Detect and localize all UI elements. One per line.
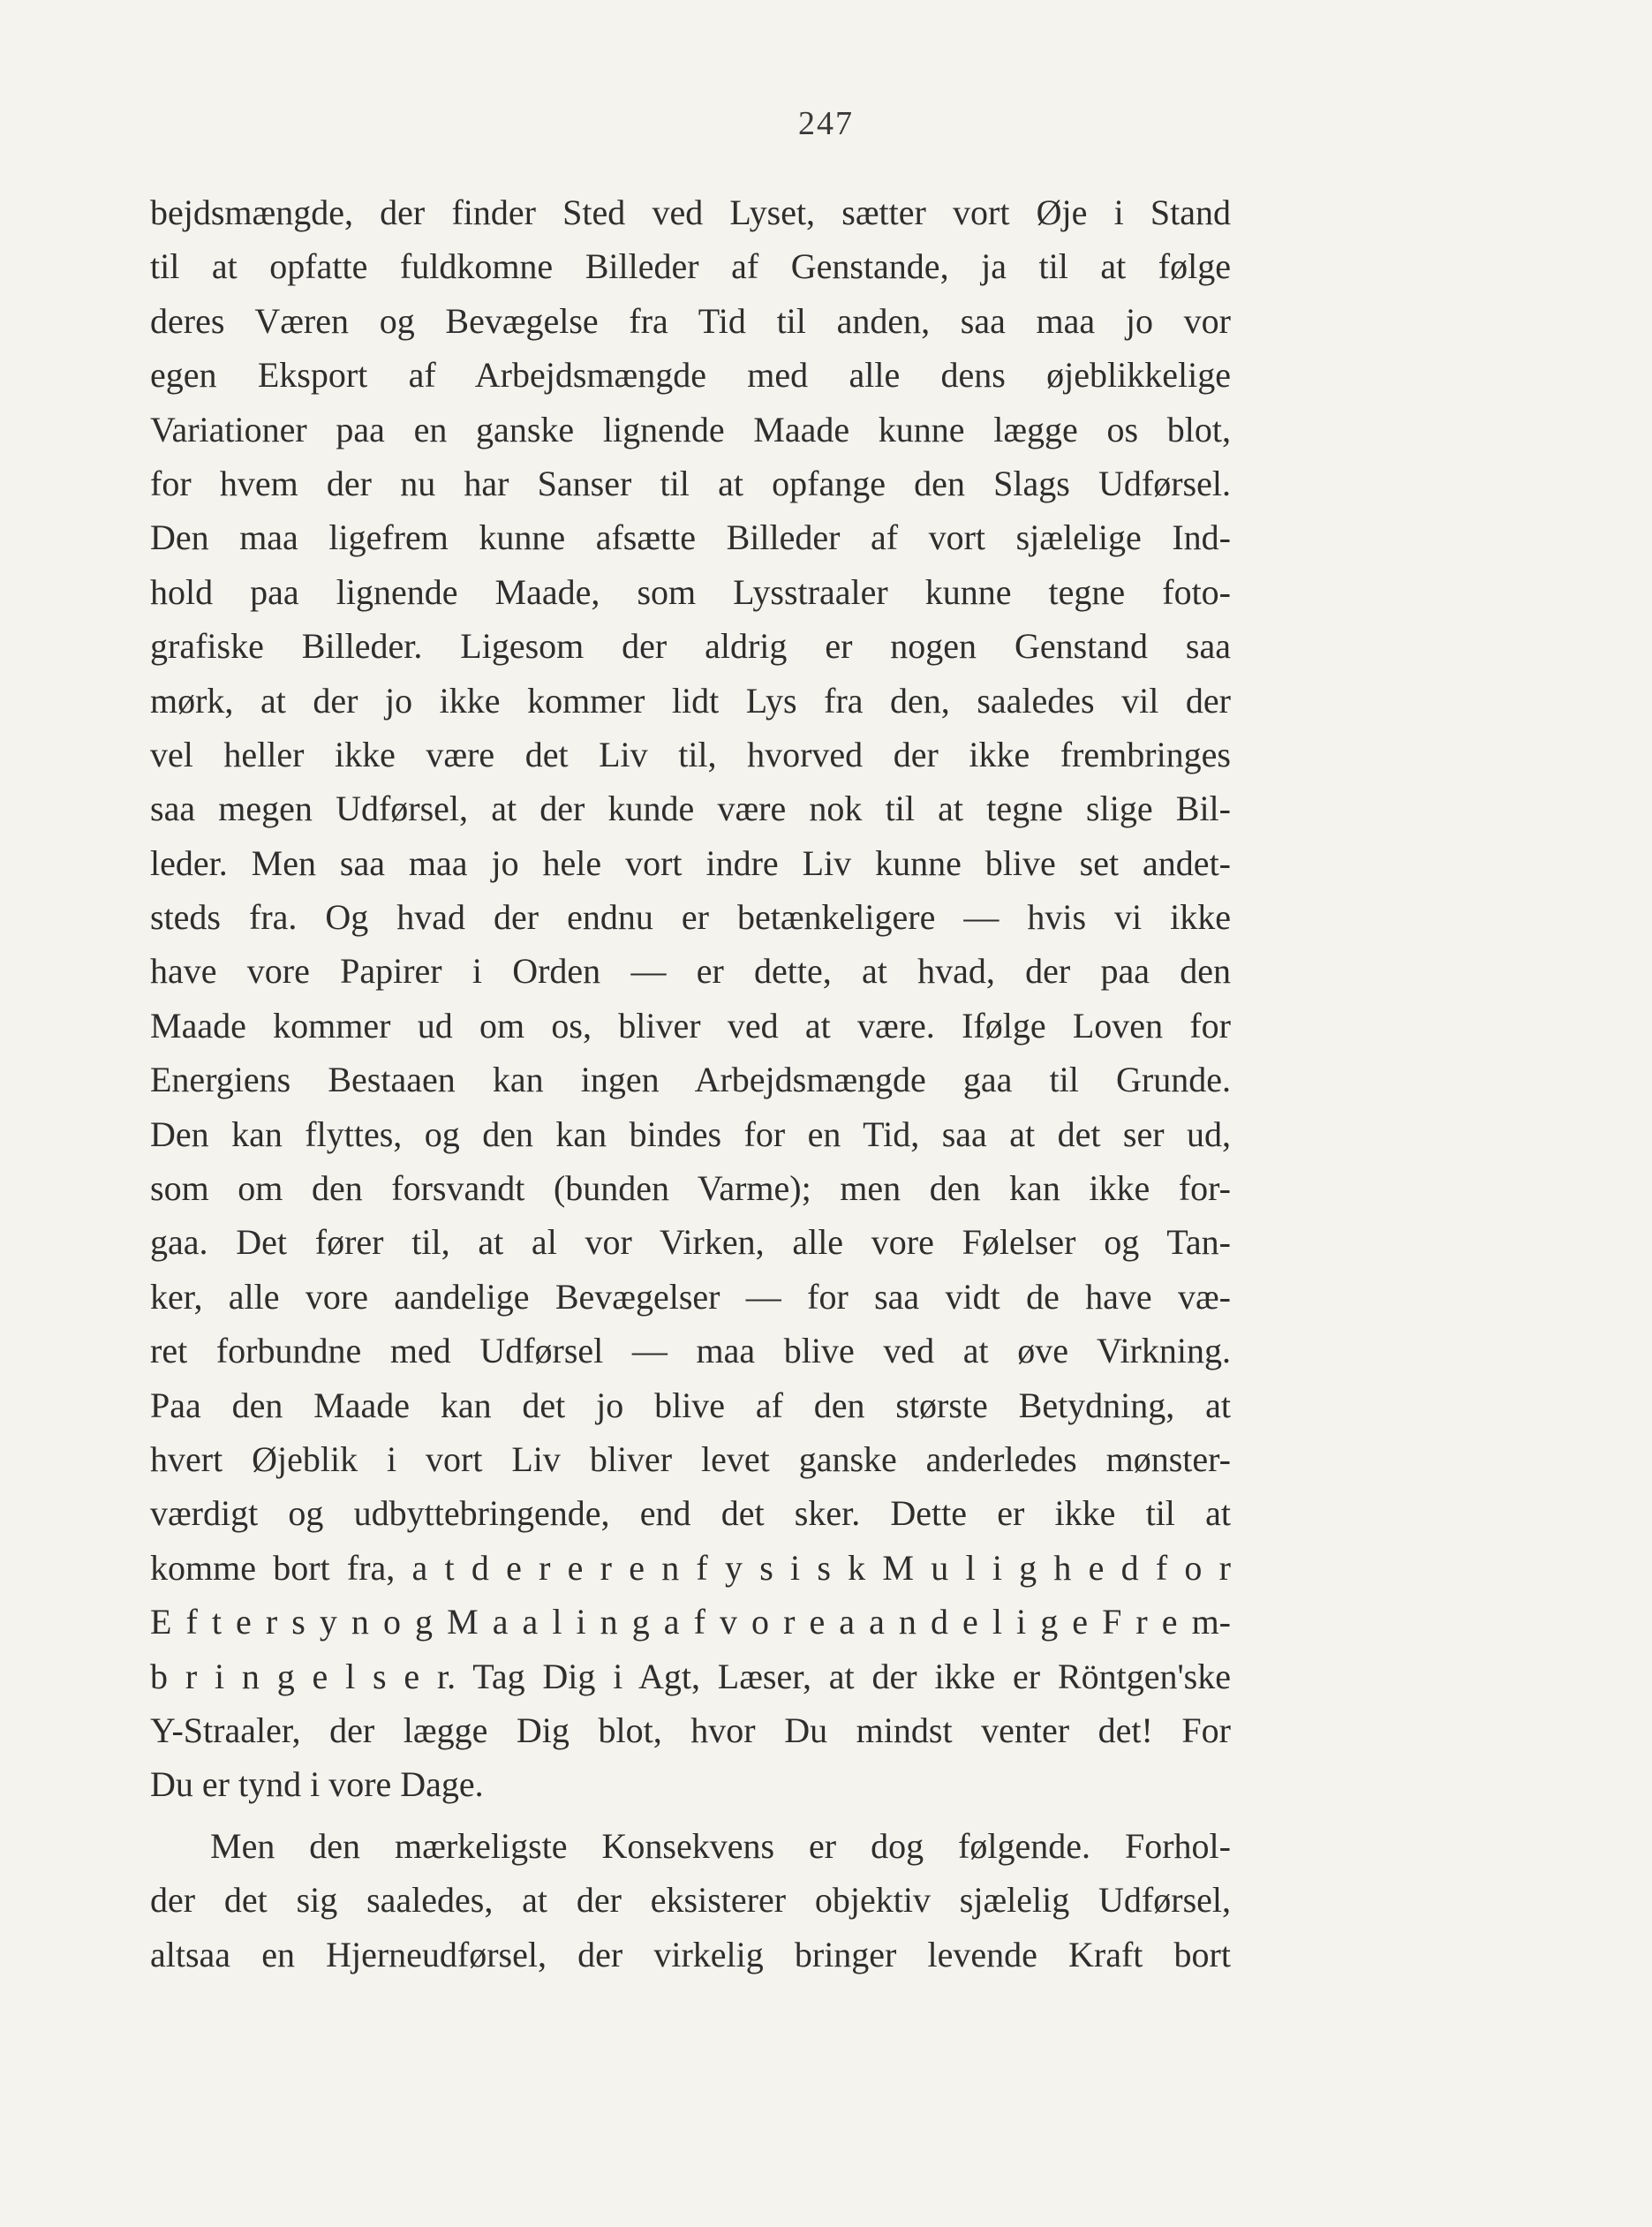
text-line: ret forbundne med Udførsel — maa blive ved at øve Virkning. [150,1331,1231,1371]
text-line: have vore Papirer i Orden — er dette, at hvad, der paa den [150,951,1231,992]
page-number: 247 [798,105,854,142]
text-line: til at opfatte fuldkomne Billeder af Genstande, ja til at følge [150,246,1231,287]
text-line: vel heller ikke være det Liv til, hvorved der ikke frembringes [150,734,1231,774]
text-line: bejdsmængde, der finder Sted ved Lyset, sætter vort Øje i Stand [150,193,1231,232]
text-line: egen Eksport af Arbejdsmængde med alle dens øjeblikkelige [150,355,1231,396]
text-line: steds fra. Og hvad der endnu er betænkeligere — hvis vi ikke [150,897,1231,938]
text-line: Men den mærkeligste Konsekvens er dog følgende. Forhol- [210,1825,1231,1866]
text-line: værdigt og udbyttebringende, end det sker. Dette er ikke til at [150,1493,1231,1534]
text-line: E f t e r s y n o g M a a l i n g a f v o r e a a n d e l i g e F r e m- [150,1602,1231,1642]
text-line: hold paa lignende Maade, som Lysstraaler kunne tegne foto- [150,571,1231,612]
body-text [150,185,1231,1982]
paragraph [150,185,1231,1812]
text-line: der det sig saaledes, at der eksisterer objektiv sjælelig Udførsel, [150,1880,1231,1921]
text-line: grafiske Billeder. Ligesom der aldrig er nogen Genstand saa [150,626,1231,667]
text-line: Den kan flyttes, og den kan bindes for en Tid, saa at det ser ud, [150,1114,1231,1154]
text-line: Du er tynd i vore Dage. [150,1764,484,1805]
text-line: Den maa ligefrem kunne afsætte Billeder af vort sjælelige Ind- [150,517,1231,558]
text-line: altsaa en Hjerneudførsel, der virkelig bringer levende Kraft bort [150,1934,1231,1974]
text-line: Y-Straaler, der lægge Dig blot, hvor Du mindst venter det! For [150,1710,1231,1750]
text-line: Paa den Maade kan det jo blive af den største Betydning, at [150,1385,1231,1425]
text-line: saa megen Udførsel, at der kunde være nok til at tegne slige Bil- [150,789,1231,829]
text-line: leder. Men saa maa jo hele vort indre Liv kunne blive set andet- [150,842,1231,883]
text-line: ker, alle vore aandelige Bevægelser — for saa vidt de have væ- [150,1276,1231,1317]
text-line: deres Væren og Bevægelse fra Tid til anden, saa maa jo vor [150,300,1231,341]
text-line: som om den forsvandt (bunden Varme); men den kan ikke for- [150,1168,1231,1209]
text-line: b r i n g e l s e r. Tag Dig i Agt, Læser, at der ikke er Röntgen'ske [150,1656,1231,1696]
text-line: for hvem der nu har Sanser til at opfange den Slags Udførsel. [150,463,1231,503]
text-line: Energiens Bestaaen kan ingen Arbejdsmængde gaa til Grunde. [150,1060,1231,1100]
text-line: gaa. Det fører til, at al vor Virken, alle vore Følelser og Tan- [150,1222,1231,1263]
text-line: komme bort fra, a t d e r e r e n f y s i s k M u l i g h e d f o r [150,1547,1231,1588]
text-line: Maade kommer ud om os, bliver ved at være. Ifølge Loven for [150,1005,1231,1046]
text-line: mørk, at der jo ikke kommer lidt Lys fra den, saaledes vil der [150,680,1231,721]
paragraph [150,1819,1231,1982]
text-line: Variationer paa en ganske lignende Maade kunne lægge os blot, [150,409,1231,449]
text-line: hvert Øjeblik i vort Liv bliver levet ganske anderledes mønster- [150,1438,1231,1479]
